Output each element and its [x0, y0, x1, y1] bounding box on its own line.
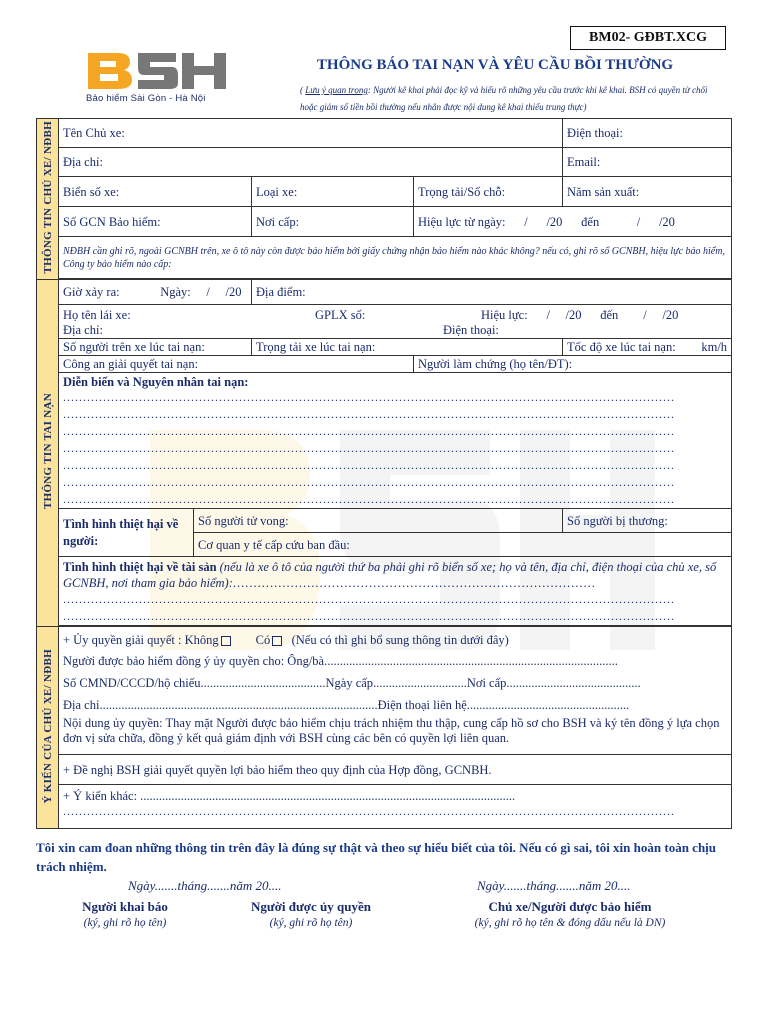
date-right: Ngày.......tháng.......năm 20.... [477, 878, 631, 893]
request-row [59, 755, 732, 785]
dotted-line: ......................................................................................................................................................... [63, 441, 675, 455]
issued-at-label: Nơi cấp: [256, 214, 300, 229]
load-field[interactable] [252, 339, 563, 356]
injured-field[interactable] [563, 509, 732, 533]
medical-label: Cơ quan y tế cấp cứu ban đầu: [198, 537, 350, 552]
authorization-block [59, 627, 732, 755]
dotted-line: ......................................................................................................................................................... [63, 609, 675, 623]
sig-declarant-sub: (ký, ghi rõ họ tên) [83, 917, 167, 929]
tonnage-label: Trọng tải/Số chỗ: [418, 184, 506, 199]
owner-address-field[interactable] [59, 148, 563, 177]
authorized-to-label: Người được bảo hiểm đồng ý ủy quyền cho: Ông/bà [63, 654, 325, 668]
load-label: Trọng tải xe lúc tai nạn: [256, 340, 376, 354]
injured-label: Số người bị thương: [567, 513, 668, 528]
place-field[interactable] [252, 280, 732, 305]
authorize-yes-label: Có [255, 633, 271, 647]
request-text: + Đề nghị BSH giải quyết quyền lợi bảo hiểm theo quy định của Hợp đồng, GCNBH. [63, 762, 492, 777]
medical-field[interactable] [194, 533, 732, 557]
section-opinion-sidebar [37, 627, 59, 829]
license-label: GPLX số: [315, 307, 366, 322]
place-label: Địa điểm: [256, 285, 306, 299]
driver-phone-label: Điện thoại: [443, 322, 499, 337]
other-opinion-label: + Ý kiến khác: [63, 789, 138, 803]
plate-label: Biển số xe: [63, 184, 120, 199]
passengers-label: Số người trên xe lúc tai nạn: [63, 340, 205, 354]
cause-field[interactable] [59, 373, 732, 509]
contact-phone-label: Điện thoại liên hệ [377, 698, 467, 712]
dotted-line: ........................................................................................................................ [140, 789, 516, 803]
time-label: Giờ xảy ra: Ngày: / /20 [63, 285, 242, 299]
witness-label: Người làm chứng (họ tên/ĐT): [418, 357, 573, 371]
witness-field[interactable] [414, 356, 732, 373]
sig-authorized-title: Người được ủy quyền [251, 899, 371, 914]
logo-subtitle: Bảo hiểm Sài Gòn - Hà Nội [86, 93, 206, 104]
dotted-line: .............................. [373, 676, 467, 690]
section-owner-label: THÔNG TIN CHỦ XE/ NĐBH [41, 121, 54, 274]
dotted-line: ......................................................................................................................................................... [63, 407, 675, 421]
sig-declarant-title: Người khai báo [82, 899, 168, 914]
owner-name-field[interactable] [59, 119, 563, 148]
authorize-note: (Nếu có thì ghi bổ sung thông tin dưới đây) [291, 633, 509, 647]
section-accident-sidebar [37, 280, 59, 627]
dotted-line: ......................................................................................................................................................... [63, 424, 675, 438]
validity-field[interactable] [414, 207, 732, 237]
owner-phone-label: Điện thoại: [567, 126, 623, 140]
section-owner-sidebar [37, 119, 59, 280]
section-accident-label: THÔNG TIN TAI NẠN [41, 393, 54, 510]
sig-authorized-sub: (ký, ghi rõ họ tên) [269, 917, 353, 929]
addr-label: Địa chỉ [63, 698, 100, 712]
time-field[interactable] [59, 280, 252, 305]
bsh-logo-mark [86, 51, 230, 91]
dotted-line: .............................................................................................. [324, 654, 618, 668]
police-label: Công an giải quyết tai nạn: [63, 357, 199, 371]
driver-address-label: Địa chỉ: [63, 322, 103, 337]
police-field[interactable] [59, 356, 414, 373]
commitment-statement: Tôi xin cam đoan những thông tin trên đây là đúng sự thật và theo sự hiểu biết của tôi. Nếu có gì sai, tôi xin hoàn toàn chịu trách nhiệm. [36, 840, 717, 874]
yes-checkbox[interactable] [272, 636, 282, 646]
dotted-line: ......................................................................................... [99, 698, 378, 712]
sig-owner-sub: (ký, ghi rõ họ tên & đóng dấu nếu là DN) [474, 917, 666, 929]
authorization-content: Nội dung ủy quyền: Thay mặt Người được bảo hiểm chịu trách nhiệm thu thập, cung cấp hồ sơ cho BSH và ký tên đồng ý lựa chọn đơn vị sửa chữa, đồng ý kết quả giám định với BSH cùng các bên có quyền lợi liên quan. [63, 716, 720, 745]
dotted-line: ......................................................................................................................................................... [63, 390, 675, 404]
plate-field[interactable] [59, 177, 252, 207]
sig-owner-title: Chủ xe/Người được bảo hiểm [488, 899, 652, 914]
dotted-line: ........................................ [200, 676, 326, 690]
company-logo [86, 51, 230, 106]
authorize-label: + Ủy quyền giải quyết : Không [63, 633, 219, 647]
property-damage-title: Tình hình thiệt hại về tài sản [63, 560, 217, 574]
dotted-line: ......................................................................................................................................................... [63, 458, 675, 472]
dotted-line: ........................................... [506, 676, 641, 690]
dotted-line: ......................................................................................................................................................... [63, 475, 675, 489]
property-damage-field[interactable] [59, 557, 732, 626]
no-checkbox[interactable] [221, 636, 231, 646]
other-opinion-field[interactable] [59, 785, 732, 829]
issue-place-label: Nơi cấp [466, 676, 507, 690]
owner-address-label: Địa chỉ: [63, 155, 103, 169]
issue-date-label: Ngày cấp [325, 676, 374, 690]
passengers-field[interactable] [59, 339, 252, 356]
speed-label: Tốc độ xe lúc tai nạn: [567, 340, 676, 354]
note-text: : Người kê khai phải đọc kỹ và hiểu rõ những yêu cầu trước khi kê khai. BSH có quyền từ chối hoặc giảm số tiền bồi thường nếu nhân được nội dung kê khai thiếu trung thực) [300, 85, 708, 112]
tonnage-field[interactable] [414, 177, 563, 207]
year-field[interactable] [563, 177, 732, 207]
dotted-line: .................................................... [466, 698, 630, 712]
speed-field[interactable] [563, 339, 732, 356]
dotted-line: ......................................................................................................................................................... [63, 492, 675, 506]
deaths-field[interactable] [194, 509, 563, 533]
other-insurance-note: NĐBH cần ghi rõ, ngoài GCNBH trên, xe ô tô này còn được bảo hiểm bởi giấy chứng nhận bảo hiểm nào khác không? nếu có, ghi rõ số GCNBH, hiệu lực bảo hiểm, Công ty bảo hiểm nào cấp: [63, 245, 725, 270]
dotted-line: ........................................................................................ [232, 576, 596, 590]
cert-no-label: Số GCN Bảo hiểm: [63, 214, 161, 229]
owner-name-label: Tên Chủ xe: [63, 126, 125, 140]
vehicle-type-field[interactable] [252, 177, 414, 207]
header-note [300, 82, 720, 116]
driver-name-label: Họ tên lái xe: [63, 307, 131, 322]
note-prefix: ( [300, 85, 303, 95]
section-opinion-label: Ý KIẾN CỦA CHỦ XE/ NĐBH [41, 648, 54, 804]
id-no-label: Số CMND/CCCD/hộ chiếu [63, 676, 201, 690]
dotted-line: ......................................................................................................................................................... [63, 592, 675, 606]
cert-no-field[interactable] [59, 207, 252, 237]
people-damage-title: Tình hình thiệt hại về người: [63, 516, 179, 548]
issued-at-field[interactable] [252, 207, 414, 237]
year-label: Năm sản xuất: [567, 184, 640, 199]
people-damage-title-cell [59, 509, 194, 557]
speed-unit: km/h [701, 340, 728, 354]
form-code: BM02- GĐBT.XCG [570, 26, 726, 50]
owner-email-label: Email: [567, 155, 601, 169]
claim-form-table [36, 118, 732, 829]
dotted-line: ......................................................................................................................................................... [63, 804, 675, 818]
license-validity-label: Hiệu lực: / /20 đến / /20 [481, 307, 679, 322]
owner-email-field[interactable] [563, 148, 732, 177]
note-label: Lưu ý quan trọng [305, 85, 368, 95]
driver-info-block[interactable] [59, 305, 732, 339]
vehicle-type-label: Loại xe: [256, 184, 298, 199]
property-damage-note: (nếu là xe ô tô của người thứ ba phải ghi rõ biển số xe; họ và tên, địa chỉ, điện thoại của chủ xe, số GCNBH, nơi tham gia bảo hiểm): [63, 560, 717, 590]
date-left: Ngày.......tháng.......năm 20.... [128, 878, 282, 893]
other-insurance-field[interactable] [59, 237, 732, 279]
cause-title: Diễn biến và Nguyên nhân tai nạn: [63, 375, 249, 389]
deaths-label: Số người tử vong: [198, 513, 289, 528]
validity-label: Hiệu lực từ ngày: / /20 đến / /20 [418, 214, 675, 229]
page-title: THÔNG BÁO TAI NẠN VÀ YÊU CẦU BỒI THƯỜNG [316, 57, 674, 73]
owner-phone-field[interactable] [563, 119, 732, 148]
